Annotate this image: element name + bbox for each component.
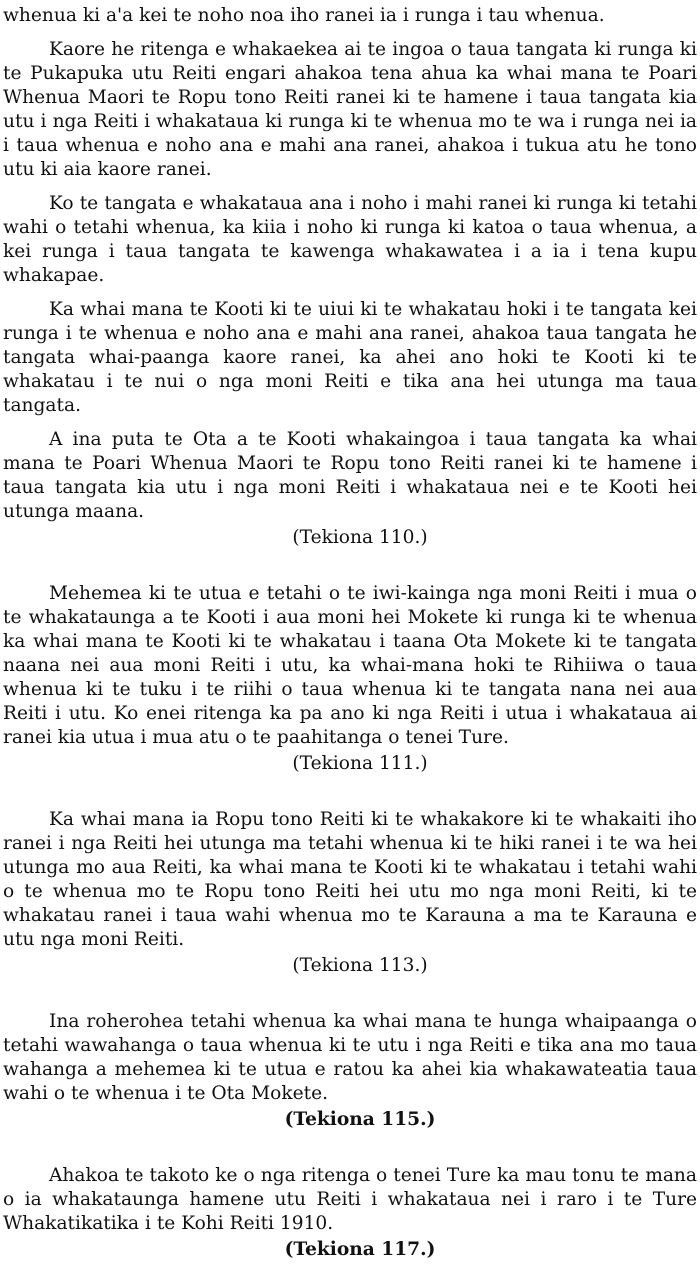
paragraph: Kaore he ritenga e whakaekea ai te ingoa o taua tangata ki runga ki te Pukapuka utu Reiti engari ahakoa tena ahua ka whai mana te Poari Whenua Maori te Ropu tono Reiti ranei ki te hamene i taua tangata kia utu i nga Reiti i whakataua ki runga ki te whenua mo te wa i runga nei ia i taua whenua e noho ana e mahi ana ranei, ahakoa i tukua atu he tono utu ki aia kaore ranei. bbox=[3, 39, 697, 180]
paragraph-continuation: whenua ki a'a kei te noho noa iho ranei ia i runga i tau whenua. bbox=[3, 5, 605, 26]
paragraph: Ka whai mana ia Ropu tono Reiti ki te whakakore ki te whakaiti iho ranei i nga Reiti hei utunga ma tetahi whenua ki te hiki ranei i te wa hei utunga mo aua Reiti, ka whai mana te Kooti ki te whakatau i tetahi wahi o te whenua mo te Ropu tono Reiti hei utu mo nga moni Reiti, ki te whakatau ranei i taua wahi whenua mo te Karauna a ma te Karauna e utu nga moni Reiti. bbox=[3, 809, 697, 950]
paragraph: Ka whai mana te Kooti ki te uiui ki te whakatau hoki i te tangata kei runga i te whenua e noho ana e mahi ana ranei, ahakoa taua tangata he tangata whai-paanga kaore ranei, ka ahei ano hoki te Kooti ki te whakatau i te nui o nga moni Reiti e tika ana hei utunga ma taua tangata. bbox=[3, 299, 697, 416]
paragraph: Ko te tangata e whakataua ana i noho i mahi ranei ki runga ki tetahi wahi o tetahi whenua, ka kiia i noho ki runga ki katoa o taua whenua, a kei runga i taua tangata te kawenga whakawatea i a ia i tena kupu whakapae. bbox=[3, 193, 697, 286]
section-110 bbox=[3, 4, 697, 550]
paragraph: Ina roherohea tetahi whenua ka whai mana te hunga whaipaanga o tetahi wawahanga o taua whenua ki te utu i nga Reiti e tika ana mo taua wahanga a mehemea ki te utua e ratou ka ahei kia whakawateatia taua wahi o te whenua i te Ota Mokete. bbox=[3, 1011, 697, 1104]
paragraph: Ahakoa te takoto ke o nga ritenga o tenei Ture ka mau tonu te mana o ia whakataunga hamene utu Reiti i whakataua nei i raro i te Ture Whakatikatika i te Kohi Reiti 1910. bbox=[3, 1165, 697, 1234]
section-caption: (Tekiona 113.) bbox=[292, 955, 428, 976]
section-117 bbox=[3, 1164, 697, 1262]
section-caption: (Tekiona 115.) bbox=[284, 1109, 436, 1130]
section-111 bbox=[3, 582, 697, 776]
section-113 bbox=[3, 808, 697, 978]
section-caption: (Tekiona 110.) bbox=[292, 527, 428, 548]
section-115 bbox=[3, 1010, 697, 1132]
paragraph: Mehemea ki te utua e tetahi o te iwi-kainga nga moni Reiti i mua o te whakataunga a te Kooti i aua moni hei Mokete ki runga ki te whenua ka whai mana te Kooti ki te whakatau i taana Ota Mokete ki te tangata naana nei aua moni Reiti i utu, ka whai-mana hoki te Rihiiwa o taua whenua ki te tuku i te riihi o taua whenua ki te tangata nana nei aua Reiti i utu. Ko enei ritenga ka pa ano ki nga Reiti i utua i whakataua ai ranei kia utua i mua atu o te paahitanga o tenei Ture. bbox=[3, 583, 697, 748]
section-caption: (Tekiona 111.) bbox=[292, 753, 428, 774]
paragraph: A ina puta te Ota a te Kooti whakaingoa i taua tangata ka whai mana te Poari Whenua Maori te Ropu tono Reiti ranei ki te hamene i taua tangata kia utu i nga moni Reiti i whakataua nei e te Kooti hei utunga maana. bbox=[3, 429, 697, 522]
section-caption: (Tekiona 117.) bbox=[284, 1239, 436, 1260]
